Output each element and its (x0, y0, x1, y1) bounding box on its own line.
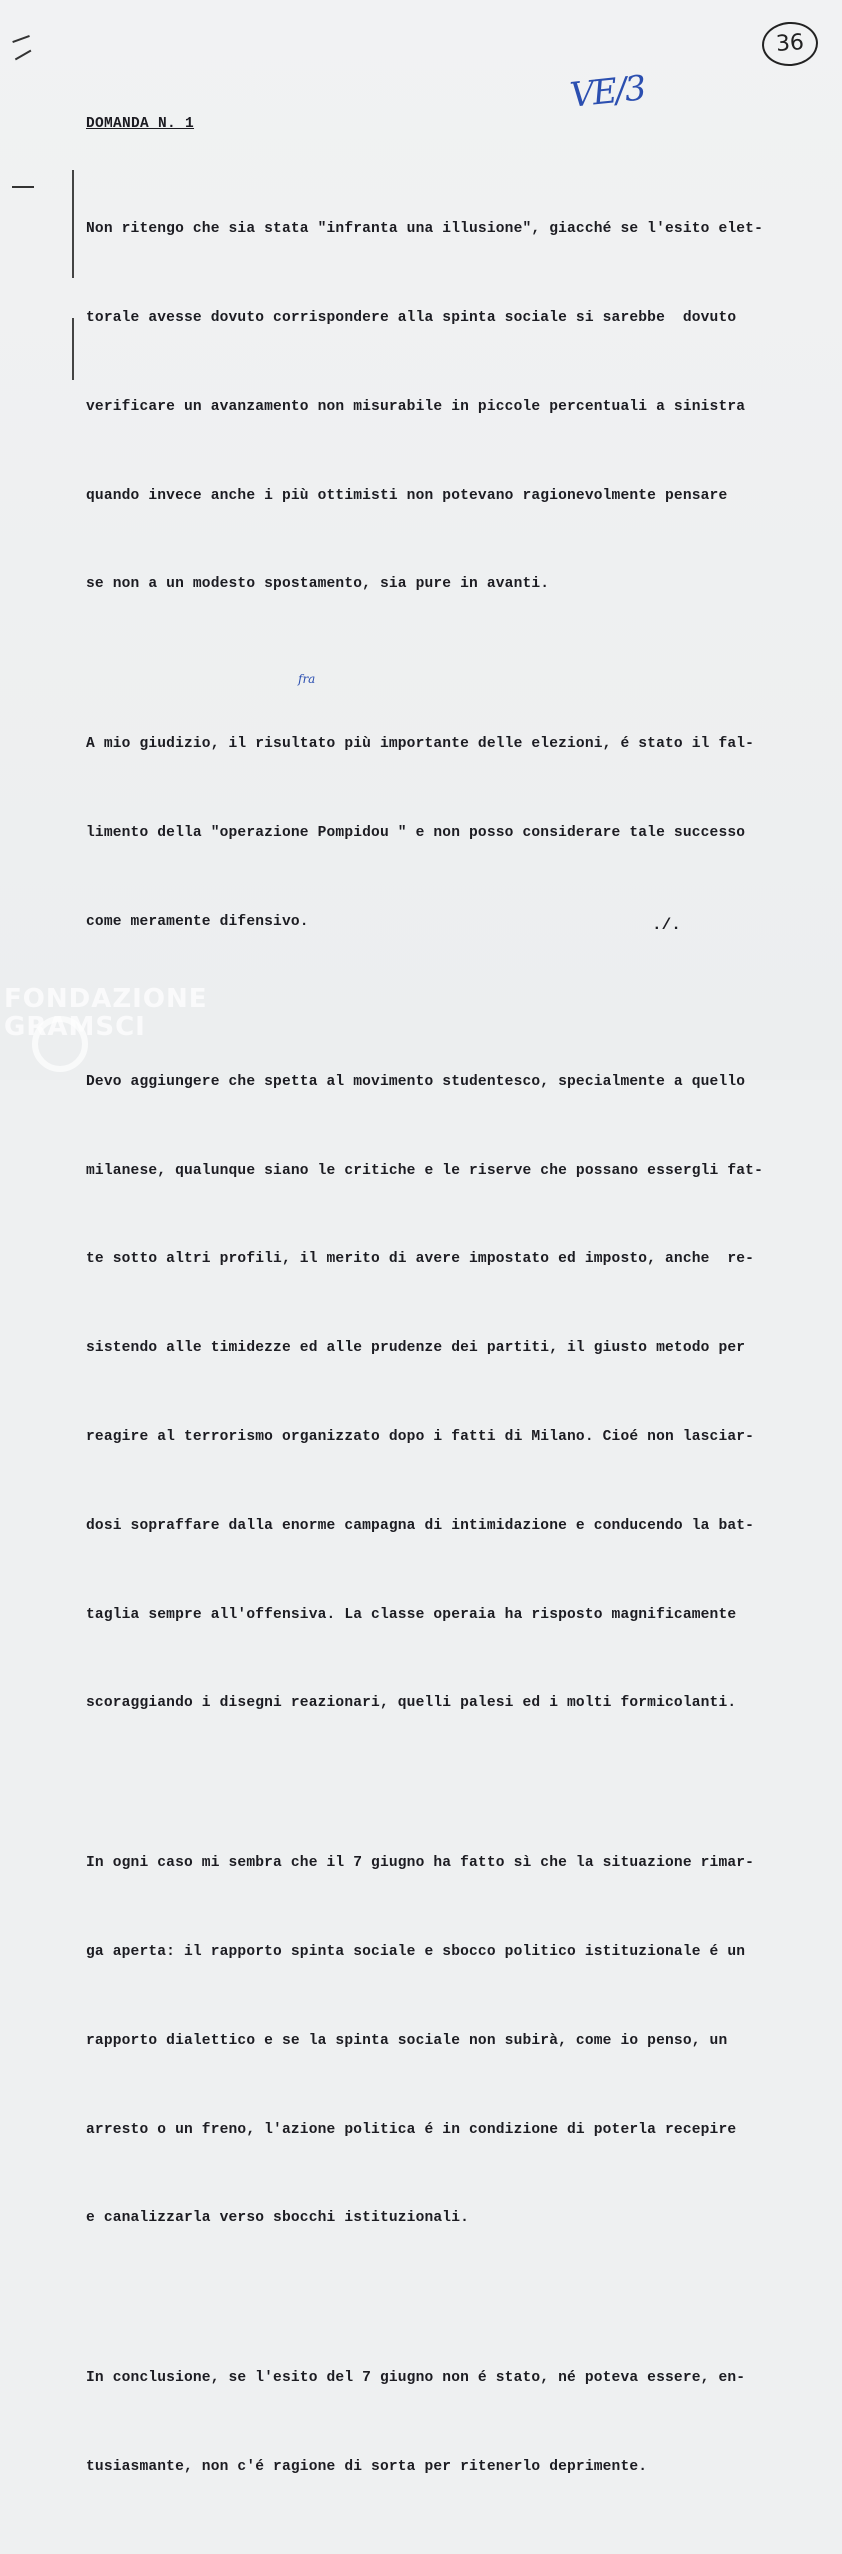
text-line: quando invece anche i più ottimisti non potevano ragionevolmente pensare (86, 487, 728, 504)
tick-mark (15, 50, 31, 60)
text-line: rapporto dialettico e se la spinta sociale non subirà, come io penso, un (86, 2032, 728, 2049)
text-line: sistendo alle timidezze ed alle prudenze dei partiti, il giusto metodo per (86, 1340, 746, 1357)
paragraph (86, 671, 816, 997)
text-line: Non ritengo che sia stata "infranta una illusione", giacché se l'esito elet- (86, 221, 763, 238)
text-line: milanese, qualunque siano le critiche e le riserve che possano essergli fat- (86, 1162, 763, 1179)
text-line: come meramente difensivo. (86, 913, 309, 930)
margin-bracket (72, 170, 74, 278)
paragraph (86, 2305, 816, 2542)
paragraph (86, 1009, 816, 1778)
handwritten-annotation: VE/3 (568, 68, 647, 116)
paragraph (86, 1790, 816, 2293)
text-line: dosi sopraffare dalla enorme campagna di intimidazione e conducendo la bat- (86, 1517, 755, 1534)
text-line: In conclusione, se l'esito del 7 giugno non é stato, né poteva essere, en- (86, 2370, 746, 2387)
text-line: te sotto altri profili, il merito di avere impostato ed imposto, anche re- (86, 1251, 755, 1268)
watermark-line: GRAMSCI (4, 1012, 146, 1042)
text-line: reagire al terrorismo organizzato dopo i fatti di Milano. Cioé non lasciar- (86, 1428, 755, 1445)
watermark (4, 985, 207, 1041)
text-line: e canalizzarla verso sbocchi istituzionali. (86, 2210, 470, 2227)
text-line: arresto o un freno, l'azione politica é in condizione di poterla recepire (86, 2121, 737, 2138)
text-line: A mio giudizio, il risultato più importante delle elezioni, é stato il fal- (86, 736, 755, 753)
handwritten-insertion: fra (298, 672, 316, 686)
margin-bracket (72, 318, 74, 380)
text-line: In ogni caso mi sembra che il 7 giugno ha fatto sì che la situazione rimar- (86, 1855, 755, 1872)
body-text (86, 156, 816, 2554)
tick-mark (12, 35, 29, 43)
watermark-line: FONDAZIONE (4, 984, 208, 1014)
text-line: se non a un modesto spostamento, sia pure in avanti. (86, 576, 550, 593)
paragraph (86, 156, 816, 659)
text-line: ga aperta: il rapporto spinta sociale e sbocco politico istituzionale é un (86, 1944, 746, 1961)
corner-tick-marks (8, 30, 38, 70)
closing-mark: ./. (652, 916, 681, 934)
question-title: DOMANDA N. 1 (86, 116, 195, 132)
text-line: taglia sempre all'offensiva. La classe operaia ha risposto magnificamente (86, 1606, 737, 1623)
text-line: torale avesse dovuto corrispondere alla spinta sociale si sarebbe dovuto (86, 309, 737, 326)
text-line: scoraggiando i disegni reazionari, quelli palesi ed i molti formicolanti. (86, 1695, 737, 1712)
page-number-circled: 36 (761, 20, 820, 68)
text-line: verificare un avanzamento non misurabile in piccole percentuali a sinistra (86, 398, 746, 415)
text-line: tusiasmante, non c'é ragione di sorta per ritenerlo deprimente. (86, 2459, 648, 2476)
text-line: Devo aggiungere che spetta al movimento studentesco, specialmente a quello (86, 1073, 746, 1090)
text-line: limento della "operazione Pompidou " e non posso considerare tale successo (86, 825, 746, 842)
margin-dash (12, 186, 34, 188)
